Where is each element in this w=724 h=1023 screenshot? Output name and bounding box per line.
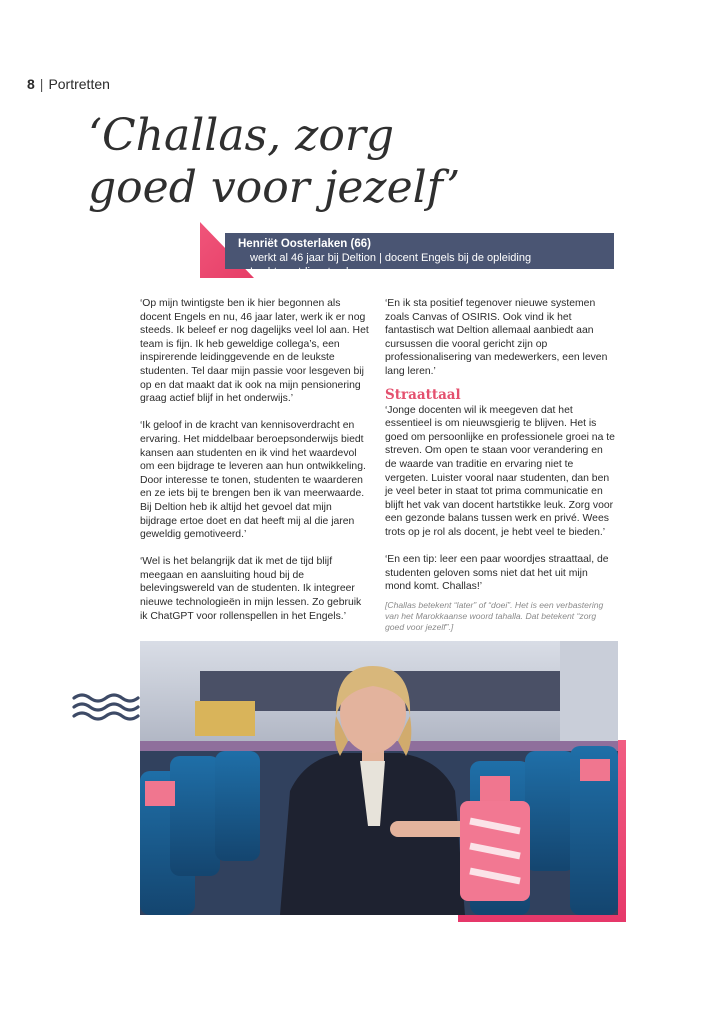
subheading: Straattaal <box>385 386 461 403</box>
article-title <box>88 110 688 214</box>
person-role: werkt al 46 jaar bij Deltion | docent Engels bij de opleiding Luchtvaartdienstverlener <box>250 252 532 278</box>
cabin-portrait-image <box>140 641 618 915</box>
wave-decoration-icon <box>72 692 140 722</box>
title-line-2: goed voor jezelf’ <box>88 162 461 213</box>
paragraph: ‘Ik geloof in de kracht van kennisoverdracht en ervaring. Het middelbaar beroepsonderwijs biedt kansen aan studenten en ik vind het waardevol om een bijdrage te leveren aan hun ontwikkeling. Door interesse te tonen, studenten te waarderen en ze iets bij te brengen ben ik van meerwaarde. Bij Deltion heb ik altijd het gevoel dat mijn bijdrage ertoe doet en dat heeft mij al die jaren geweldig gemotiveerd.’ <box>140 420 366 541</box>
paragraph: ‘En ik sta positief tegenover nieuwe systemen zoals Canvas of OSIRIS. Ook vind ik het fantastisch wat Deltion allemaal aanbiedt aan cursussen die vooral gericht zijn op professionalisering van medewerkers, een leven lang leren.’ <box>385 298 608 377</box>
page-number: 8 <box>27 76 35 92</box>
portrait-photo <box>140 641 618 915</box>
paragraph: ‘En een tip: leer een paar woordjes straattaal, de studenten geloven soms niet dat het uit mijn mond komt. Challas!’ <box>385 554 609 593</box>
page-header <box>27 76 110 92</box>
section-name: Portretten <box>48 76 110 92</box>
paragraph: ‘Op mijn twintigste ben ik hier begonnen als docent Engels en nu, 46 jaar later, werk ik er nog steeds. Ik beleef er nog dagelijks veel lol aan. Het team is fijn. Ik heb geweldige collega’s, een inspirerende leidinggevende en de leukste studenten. Tel daar mijn passie voor lesgeven bij op en dat maakt dat ik ook na mijn pensionering graag actief blijf in het onderwijs.’ <box>140 298 369 405</box>
person-name: Henriët Oosterlaken (66) <box>238 238 371 250</box>
right-column <box>385 297 615 633</box>
paragraph: ‘Wel is het belangrijk dat ik met de tijd blijf meegaan en aansluiting houd bij de belevingswereld van de studenten. Ik integreer nieuwe technologieën in mijn lessen. Zo gebruik ik ChatGPT voor rollenspellen in het Engels.’ <box>140 556 362 622</box>
header-divider: | <box>39 76 44 92</box>
footnote: [Challas betekent “later” of “doei”. Het is een verbastering van het Marokkaanse woord tahalla. Dat betekent “zorg goed voor jezelf”.] <box>385 599 604 632</box>
title-line-1: ‘Challas, zorg <box>88 110 395 161</box>
left-column <box>140 297 370 637</box>
paragraph: ‘Jonge docenten wil ik meegeven dat het essentieel is om nieuwsgierig te blijven. Het is goed om persoonlijke en professionele groei na te streven. Om open te staan voor verandering en de waarde van traditie en ervaring niet te vergeten. Luister vooral naar studenten, dan ben je veel beter in staat tot prima communicatie en blijft het vak van docent hartstikke leuk. Zorg voor een gezonde balans tussen werk en privé. Wees trots op je rol als docent, je hebt veel te bieden.’ <box>385 404 615 538</box>
person-banner <box>225 233 614 278</box>
